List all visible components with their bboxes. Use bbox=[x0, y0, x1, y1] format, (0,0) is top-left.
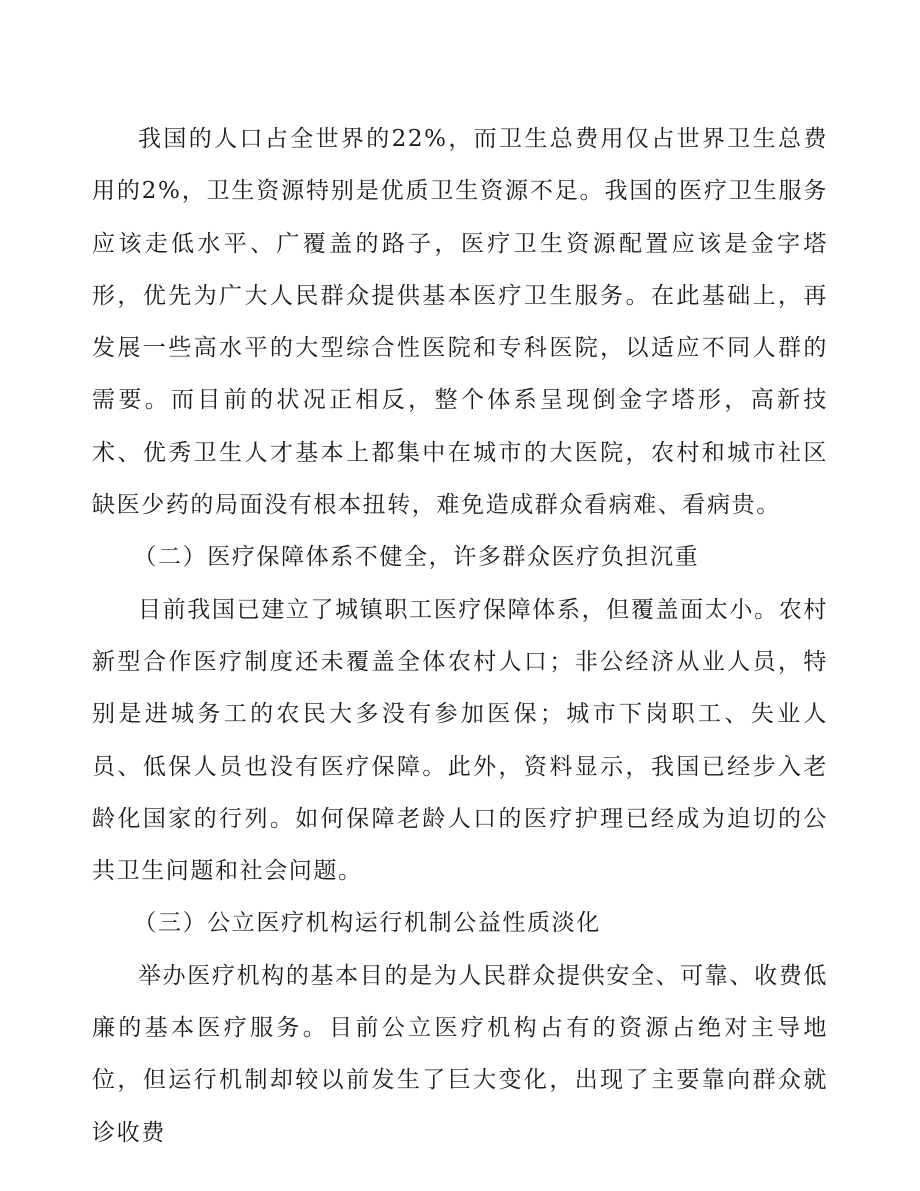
paragraph-population-resources: 我国的人口占全世界的22%，而卫生总费用仅占世界卫生总费用的2%，卫生资源特别是优质卫生资源不足。我国的医疗卫生服务应该走低水平、广覆盖的路子，医疗卫生资源配置应该是金字塔形，优先为广大人民群众提供基本医疗卫生服务。在此基础上，再发展一些高水平的大型综合性医院和专科医院，以适应不同人群的需要。而目前的状况正相反，整个体系呈现倒金字塔形，高新技术、优秀卫生人才基本上都集中在城市的大医院，农村和城市社区缺医少药的局面没有根本扭转，难免造成群众看病难、看病贵。 bbox=[92, 126, 828, 519]
document-body bbox=[92, 113, 828, 1159]
paragraph-public-hospitals: 举办医疗机构的基本目的是为人民群众提供安全、可靠、收费低廉的基本医疗服务。目前公立医疗机构占有的资源占绝对主导地位，但运行机制却较以前发生了巨大变化，出现了主要靠向群众就诊收费 bbox=[92, 962, 828, 1146]
paragraph-medical-insurance: 目前我国已建立了城镇职工医疗保障体系，但覆盖面太小。农村新型合作医疗制度还未覆盖全体农村人口；非公经济从业人员，特别是进城务工的农民大多没有参加医保；城市下岗职工、失业人员、低保人员也没有医疗保障。此外，资料显示，我国已经步入老龄化国家的行列。如何保障老龄人口的医疗护理已经成为迫切的公共卫生问题和社会问题。 bbox=[92, 596, 828, 885]
section-heading-public-hospitals: （三）公立医疗机构运行机制公益性质淡化 bbox=[133, 910, 601, 937]
section-heading-medical-insurance: （二）医疗保障体系不健全，许多群众医疗负担沉重 bbox=[133, 544, 700, 571]
